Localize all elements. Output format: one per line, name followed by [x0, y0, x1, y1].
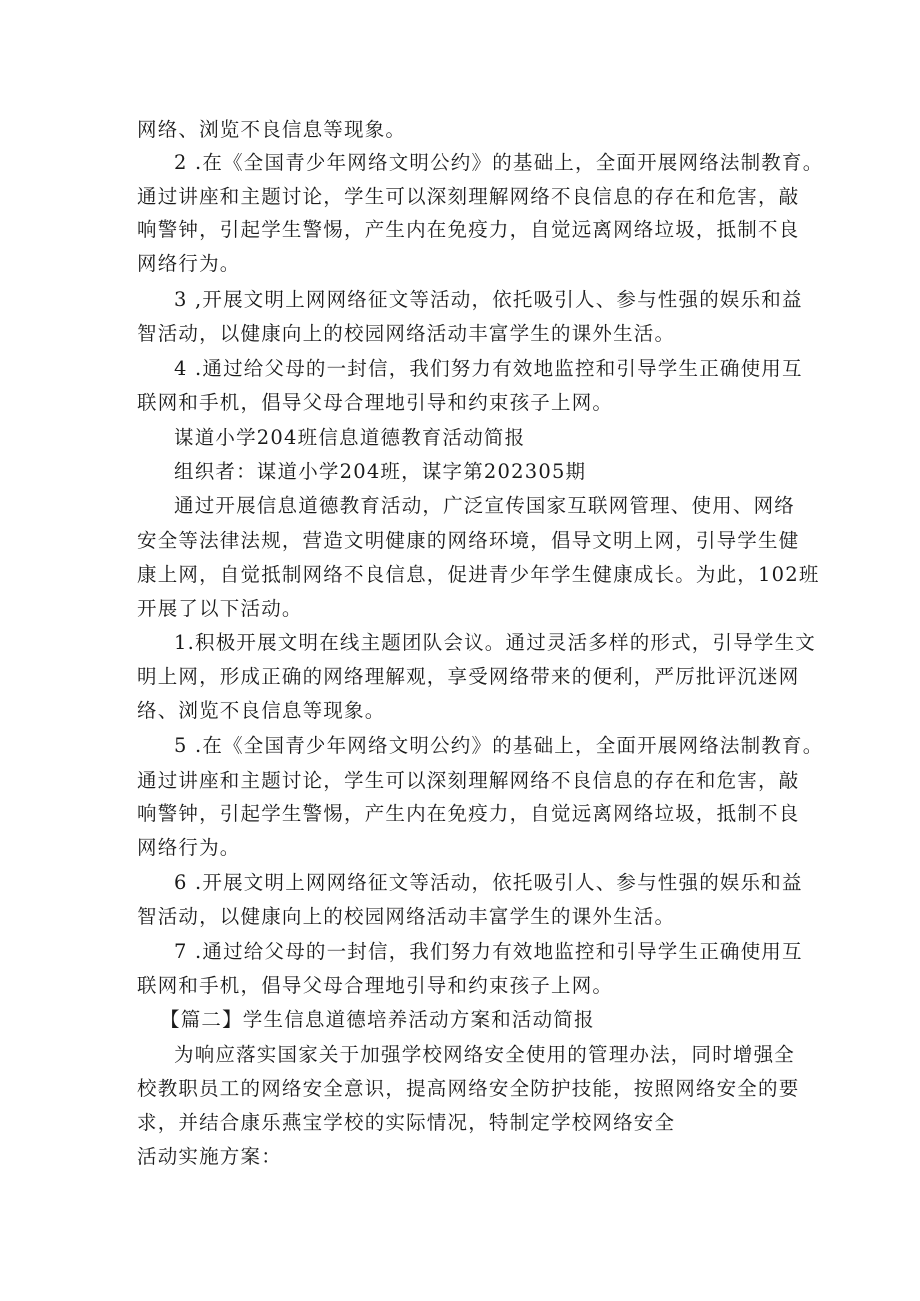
list-item-3: 3 ,开展文明上网网络征文等活动，依托吸引人、参与性强的娱乐和益: [174, 288, 803, 311]
text-line: 联网和手机，倡导父母合理地引导和约束孩子上网。: [137, 391, 614, 414]
text-line: 响警钟，引起学生警惕，产生内在免疫力，自觉远离网络垃圾，抵制不良: [137, 802, 800, 825]
text-line: 明上网，形成正确的网络理解观，享受网络带来的便利，严厉批评沉迷网: [137, 665, 800, 688]
text-line: 求，并结合康乐燕宝学校的实际情况，特制定学校网络安全: [137, 1111, 676, 1134]
text-line: 通过讲座和主题讨论，学生可以深刻理解网络不良信息的存在和危害，敲: [137, 769, 800, 792]
list-item-4: 4 .通过给父母的一封信，我们努力有效地监控和引导学生正确使用互: [174, 357, 803, 380]
list-item-2: 2 .在《全国青少年网络文明公约》的基础上，全面开展网络法制教育。: [174, 151, 824, 174]
section-heading: 【篇二】学生信息道德培养活动方案和活动简报: [160, 1008, 595, 1031]
report-title: 谋道小学204班信息道德教育活动简报: [174, 426, 526, 449]
text-line: 联网和手机，倡导父母合理地引导和约束孩子上网。: [137, 974, 614, 997]
text-line: 智活动，以健康向上的校园网络活动丰富学生的课外生活。: [137, 322, 676, 345]
text-line: 智活动，以健康向上的校园网络活动丰富学生的课外生活。: [137, 905, 676, 928]
list-item-1: 1.积极开展文明在线主题团队会议。通过灵活多样的形式，引导学生文: [174, 631, 817, 654]
text-line: 网络行为。: [137, 836, 241, 859]
text-line: 网络行为。: [137, 252, 241, 275]
text-line: 响警钟，引起学生警惕，产生内在免疫力，自觉远离网络垃圾，抵制不良: [137, 218, 800, 241]
intro-paragraph: 通过开展信息道德教育活动，广泛宣传国家互联网管理、使用、网络: [174, 494, 796, 517]
text-line: 通过讲座和主题讨论，学生可以深刻理解网络不良信息的存在和危害，敲: [137, 185, 800, 208]
list-item-7: 7 .通过给父母的一封信，我们努力有效地监控和引导学生正确使用互: [174, 940, 803, 963]
text-line: 络、浏览不良信息等现象。: [137, 699, 386, 722]
text-line: 活动实施方案：: [137, 1145, 282, 1168]
text-line: 康上网，自觉抵制网络不良信息，促进青少年学生健康成长。为此，102班: [137, 563, 820, 586]
organizer-line: 组织者：谋道小学204班，谋字第202305期: [174, 460, 587, 483]
text-line: 网络、浏览不良信息等现象。: [137, 118, 407, 141]
list-item-6: 6 .开展文明上网网络征文等活动，依托吸引人、参与性强的娱乐和益: [174, 871, 803, 894]
text-line: 开展了以下活动。: [137, 597, 303, 620]
text-line: 安全等法律法规，营造文明健康的网络环境，倡导文明上网，引导学生健: [137, 529, 800, 552]
plan-paragraph: 为响应落实国家关于加强学校网络安全使用的管理办法，同时增强全: [174, 1043, 796, 1066]
text-line: 校教职员工的网络安全意识，提高网络安全防护技能，按照网络安全的要: [137, 1077, 800, 1100]
list-item-5: 5 .在《全国青少年网络文明公约》的基础上，全面开展网络法制教育。: [174, 734, 824, 757]
